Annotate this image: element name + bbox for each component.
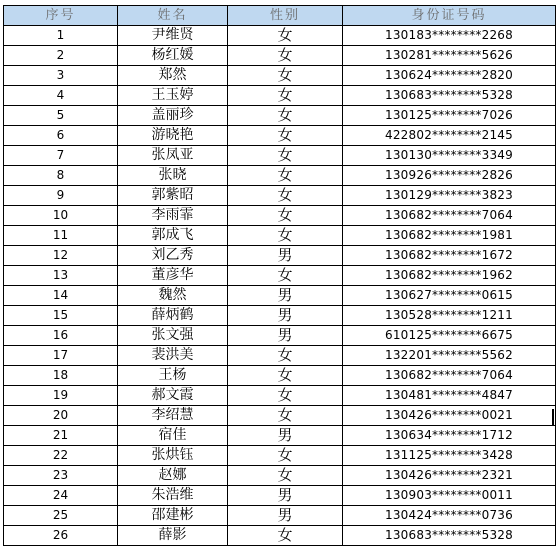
table-body [4,26,556,546]
cell-name: 张晓 [118,166,228,186]
cell-name: 赵娜 [118,466,228,486]
table-row [4,486,556,506]
cell-id-number: 131125********3428 [343,446,556,466]
table-row [4,106,556,126]
cell-id-number: 130130********3349 [343,146,556,166]
cell-name: 盖丽珍 [118,106,228,126]
cell-name: 魏然 [118,286,228,306]
cell-name: 张文强 [118,326,228,346]
cell-name: 邵建彬 [118,506,228,526]
cell-serial-number: 11 [4,226,118,246]
table-row [4,66,556,86]
cell-name: 郝文霞 [118,386,228,406]
table-row [4,26,556,46]
table-row [4,46,556,66]
table-row [4,206,556,226]
cell-gender: 女 [228,446,343,466]
cell-id-number: 130129********3823 [343,186,556,206]
table-row [4,86,556,106]
cell-serial-number: 19 [4,386,118,406]
cell-gender: 女 [228,346,343,366]
cell-gender: 女 [228,166,343,186]
cell-serial-number: 7 [4,146,118,166]
cell-serial-number: 22 [4,446,118,466]
cell-name: 薛炳鹤 [118,306,228,326]
cell-gender: 女 [228,226,343,246]
cell-serial-number: 6 [4,126,118,146]
cell-id-number: 130481********4847 [343,386,556,406]
cell-id-number: 130424********0736 [343,506,556,526]
cell-name: 董彦华 [118,266,228,286]
cell-serial-number: 16 [4,326,118,346]
roster-table [3,5,556,546]
cell-id-number: 132201********5562 [343,346,556,366]
cell-gender: 男 [228,306,343,326]
table-row [4,326,556,346]
table-row [4,406,556,426]
table-row [4,346,556,366]
cell-name: 王杨 [118,366,228,386]
table-row [4,426,556,446]
cell-id-number: 130634********1712 [343,426,556,446]
cell-name: 宿佳 [118,426,228,446]
cell-id-number: 130281********5626 [343,46,556,66]
cell-gender: 女 [228,206,343,226]
table-row [4,266,556,286]
cell-id-number: 130627********0615 [343,286,556,306]
table-row [4,386,556,406]
cell-serial-number: 17 [4,346,118,366]
cell-id-number: 130926********2826 [343,166,556,186]
table-row [4,466,556,486]
cell-serial-number: 8 [4,166,118,186]
cell-gender: 男 [228,486,343,506]
cell-gender: 男 [228,246,343,266]
cell-serial-number: 24 [4,486,118,506]
cell-name: 刘乙秀 [118,246,228,266]
cell-serial-number: 18 [4,366,118,386]
cell-gender: 女 [228,26,343,46]
cell-gender: 男 [228,426,343,446]
cell-id-number: 130683********5328 [343,86,556,106]
cell-gender: 女 [228,466,343,486]
cell-id-number: 130682********7064 [343,206,556,226]
cell-id-number: 130682********1981 [343,226,556,246]
cell-id-number: 130183********2268 [343,26,556,46]
cell-serial-number: 14 [4,286,118,306]
cell-name: 裴洪美 [118,346,228,366]
cell-gender: 女 [228,146,343,166]
cell-gender: 男 [228,286,343,306]
cell-gender: 女 [228,46,343,66]
cell-gender: 女 [228,86,343,106]
cell-gender: 男 [228,326,343,346]
cell-id-number: 130903********0011 [343,486,556,506]
cell-id-number: 422802********2145 [343,126,556,146]
text-cursor [552,409,554,425]
table-row [4,126,556,146]
cell-gender: 女 [228,266,343,286]
cell-serial-number: 25 [4,506,118,526]
cell-name: 张烘钰 [118,446,228,466]
cell-serial-number: 1 [4,26,118,46]
cell-name: 郭紫昭 [118,186,228,206]
cell-serial-number: 21 [4,426,118,446]
cell-gender: 女 [228,126,343,146]
cell-name: 薛影 [118,526,228,546]
cell-serial-number: 20 [4,406,118,426]
cell-gender: 女 [228,106,343,126]
header-row [4,6,556,26]
cell-gender: 男 [228,506,343,526]
cell-gender: 女 [228,526,343,546]
cell-id-number: 130682********1672 [343,246,556,266]
cell-serial-number: 26 [4,526,118,546]
table-row [4,526,556,546]
table-row [4,166,556,186]
table-row [4,286,556,306]
header-gender: 性别 [228,6,343,26]
cell-gender: 女 [228,66,343,86]
cell-serial-number: 3 [4,66,118,86]
cell-serial-number: 4 [4,86,118,106]
cell-id-number: 610125********6675 [343,326,556,346]
cell-id-number: 130528********1211 [343,306,556,326]
cell-id-number: 130682********7064 [343,366,556,386]
cell-name: 杨红媛 [118,46,228,66]
cell-gender: 女 [228,186,343,206]
cell-id-number: 130125********7026 [343,106,556,126]
cell-id-number: 130426********2321 [343,466,556,486]
cell-id-number: 130426********0021 [343,406,556,426]
table-row [4,226,556,246]
cell-serial-number: 13 [4,266,118,286]
cell-serial-number: 2 [4,46,118,66]
table-row [4,186,556,206]
cell-id-number: 130682********1962 [343,266,556,286]
cell-name: 王玉婷 [118,86,228,106]
header-id-number: 身份证号码 [343,6,556,26]
header-name: 姓名 [118,6,228,26]
cell-name: 张凤亚 [118,146,228,166]
cell-serial-number: 9 [4,186,118,206]
cell-id-number: 130624********2820 [343,66,556,86]
table-row [4,366,556,386]
cell-serial-number: 23 [4,466,118,486]
cell-name: 尹维贤 [118,26,228,46]
cell-name: 李绍慧 [118,406,228,426]
cell-name: 朱浩维 [118,486,228,506]
cell-gender: 女 [228,386,343,406]
cell-name: 郭成飞 [118,226,228,246]
table-row [4,506,556,526]
header-serial-number: 序号 [4,6,118,26]
table-row [4,146,556,166]
cell-id-number: 130683********5328 [343,526,556,546]
table-row [4,446,556,466]
table-row [4,306,556,326]
cell-serial-number: 12 [4,246,118,266]
cell-serial-number: 5 [4,106,118,126]
cell-gender: 女 [228,406,343,426]
cell-serial-number: 10 [4,206,118,226]
cell-name: 郑然 [118,66,228,86]
cell-gender: 女 [228,366,343,386]
table-row [4,246,556,266]
cell-name: 李雨霏 [118,206,228,226]
cell-serial-number: 15 [4,306,118,326]
cell-name: 游晓艳 [118,126,228,146]
